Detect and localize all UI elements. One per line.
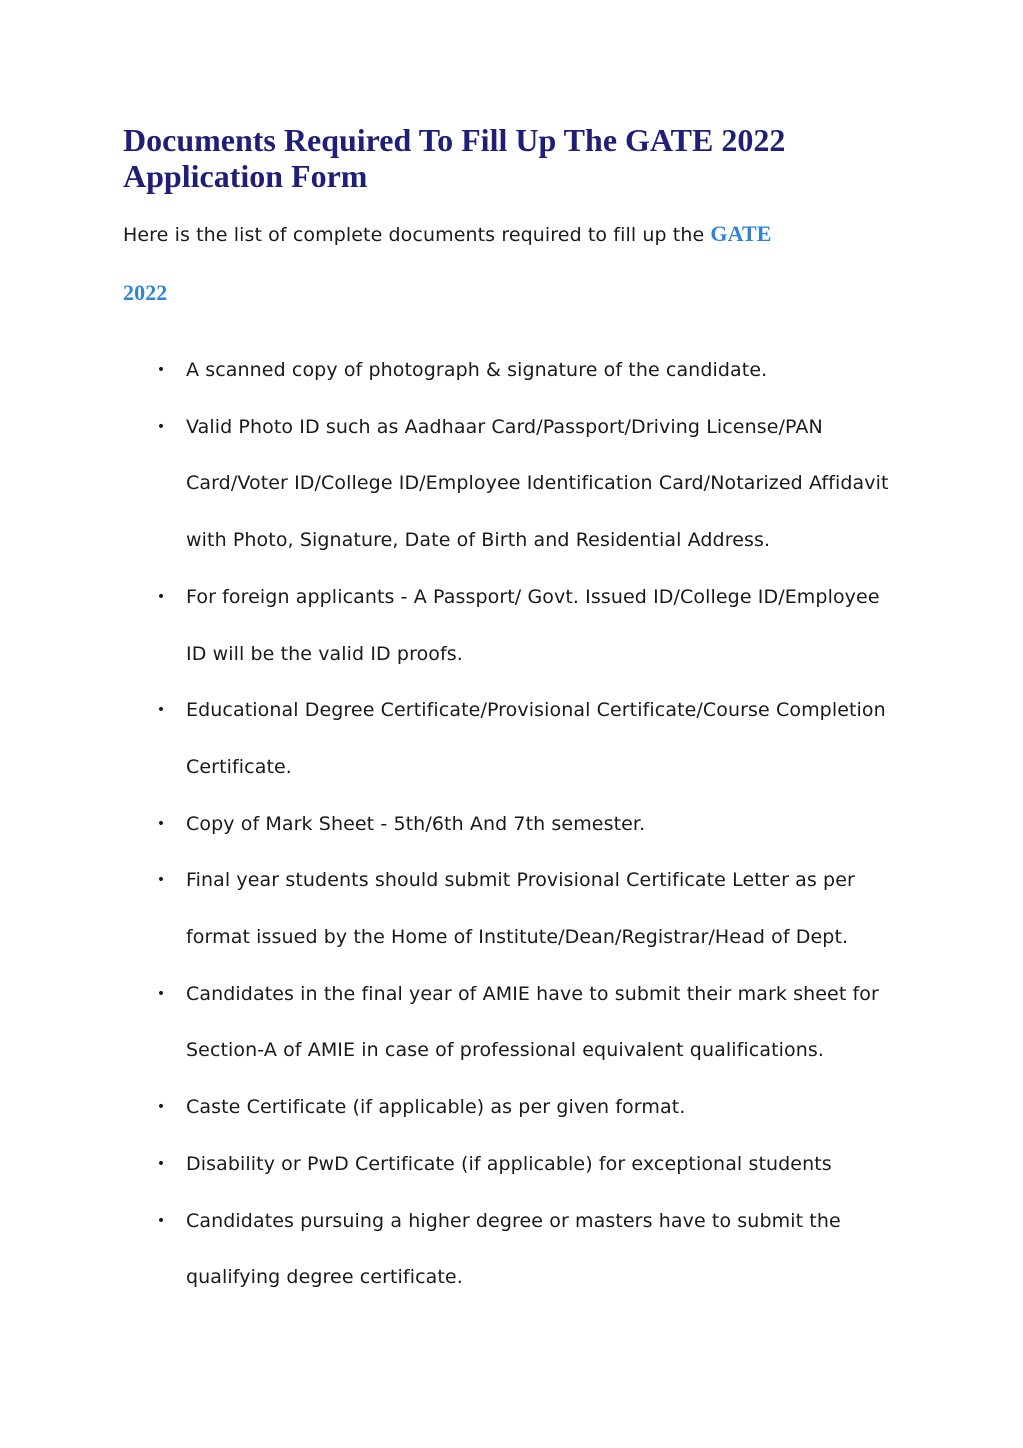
list-item-text: Caste Certificate (if applicable) as per given format. [186,1096,686,1119]
bullet-icon: • [156,815,166,832]
list-item-text: A scanned copy of photograph & signature of the candidate. [186,359,768,381]
list-item [0,682,906,795]
bullet-icon: • [156,1099,166,1116]
bullet-icon: • [156,588,166,605]
list-item [0,569,906,682]
list-item-text: Final year students should submit Provisional Certificate Letter as per format issued by the Home of Institute/Dean/Registrar/Head of Dept. [186,869,855,949]
list-item [0,796,906,853]
gate-link-year: 2022 [123,280,168,305]
list-item [0,1193,906,1306]
list-item [0,342,906,399]
intro-text: Here is the list of complete documents required to fill up the [123,224,711,246]
list-item [0,1079,906,1136]
list-item [0,399,906,569]
bullet-icon: • [156,702,166,719]
list-item-text: Valid Photo ID such as Aadhaar Card/Passport/Driving License/PAN Card/Voter ID/College ID/Employee Identification Card/Notarized Affidavit with Photo, Signature, Date of Birth and Residential Address. [186,415,889,552]
gate-link-text: GATE [710,221,772,246]
intro-paragraph [123,205,903,321]
list-item [0,852,906,965]
bullet-icon: • [156,362,166,378]
list-item-text: Copy of Mark Sheet - 5th/6th And 7th semester. [186,812,646,835]
list-item-text: Educational Degree Certificate/Provisional Certificate/Course Completion Certificate. [186,699,886,778]
list-item [0,966,906,1079]
bullet-icon: • [156,1212,166,1229]
list-item-text: Candidates in the final year of AMIE have to submit their mark sheet for Section-A of AMIE in case of professional equivalent qualifications. [186,982,879,1062]
list-item-text: Disability or PwD Certificate (if applicable) for exceptional students [186,1152,832,1175]
list-item [0,1136,906,1193]
bullet-icon: • [156,872,166,889]
bullet-icon: • [156,418,166,435]
bullet-icon: • [156,1155,166,1172]
list-item-text: For foreign applicants - A Passport/ Govt. Issued ID/College ID/Employee ID will be the valid ID proofs. [186,585,880,665]
documents-list [0,342,1023,1306]
bullet-icon: • [156,985,166,1002]
page-title: Documents Required To Fill Up The GATE 2022 Application Form [123,122,786,194]
list-item-text: Candidates pursuing a higher degree or masters have to submit the qualifying degree certificate. [186,1209,841,1289]
